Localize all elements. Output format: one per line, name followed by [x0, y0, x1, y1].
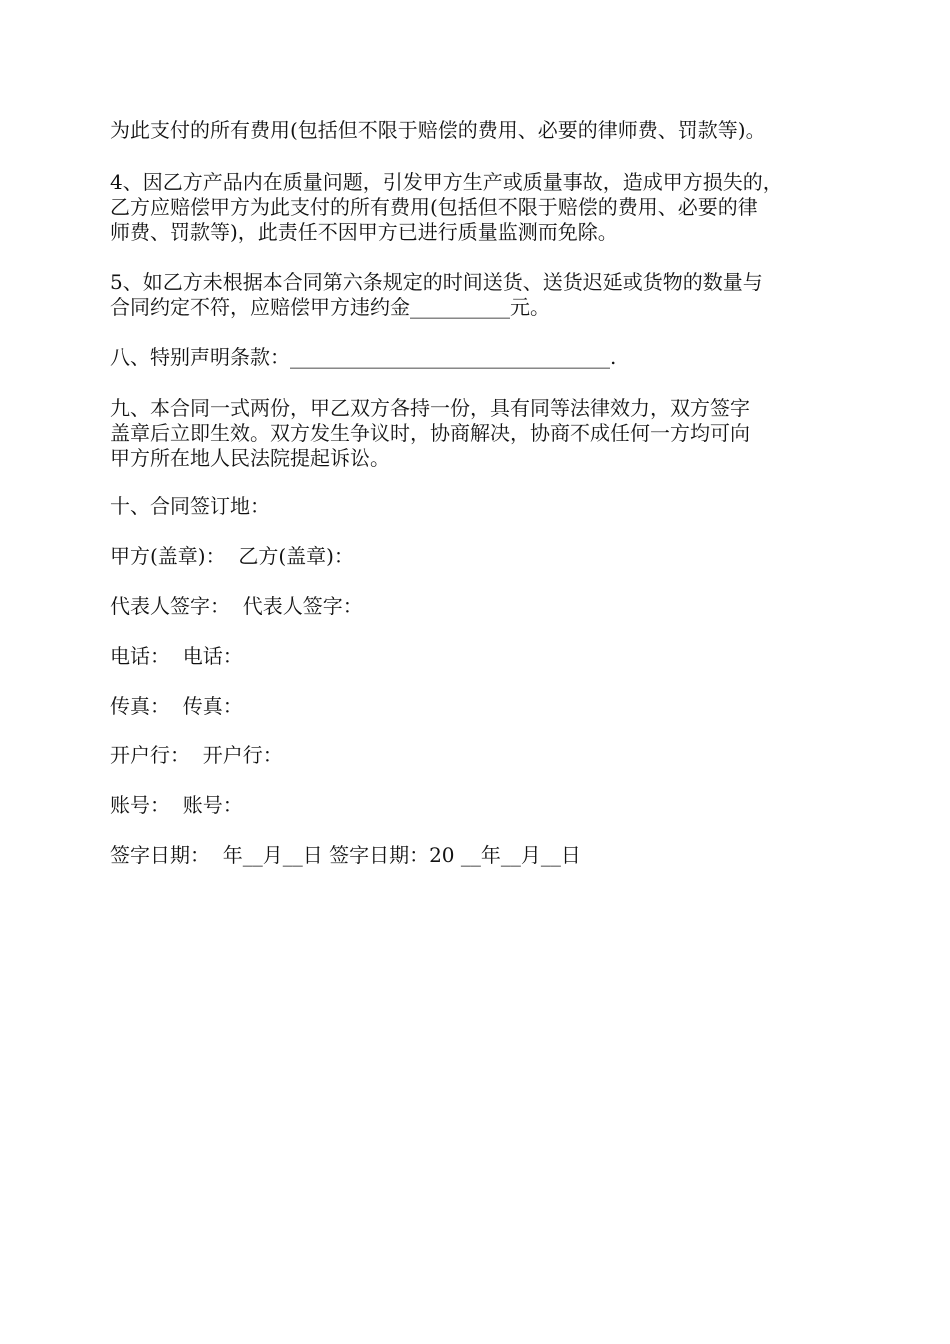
text-line: 5、如乙方未根据本合同第六条规定的时间送货、送货迟延或货物的数量与 [110, 270, 763, 294]
fax-line [110, 694, 850, 719]
bank-line [110, 743, 850, 768]
text-line: 为此支付的所有费用(包括但不限于赔偿的费用、必要的律师费、罚款等)。 [110, 118, 766, 142]
clause-5 [110, 270, 850, 320]
text-line: 账号： 账号： [110, 793, 243, 817]
clause-3-continuation [110, 118, 850, 143]
text-line: 传真： 传真： [110, 694, 243, 718]
text-line: 八、特别声明条款：________________________________. [110, 345, 617, 369]
clause-9 [110, 396, 850, 471]
account-line [110, 793, 850, 818]
text-line: 十、合同签订地： [110, 494, 270, 518]
seal-line [110, 544, 850, 569]
clause-8-special-statement [110, 345, 850, 370]
text-line: 师费、罚款等)，此责任不因甲方已进行质量监测而免除。 [110, 220, 618, 244]
text-line: 开户行： 开户行： [110, 743, 283, 767]
text-line: 甲方(盖章)： 乙方(盖章)： [110, 544, 354, 568]
text-line: 九、本合同一式两份，甲乙双方各持一份，具有同等法律效力，双方签字 [110, 396, 750, 420]
text-line: 甲方所在地人民法院提起诉讼。 [110, 446, 390, 470]
clause-4 [110, 170, 850, 245]
text-line: 盖章后立即生效。双方发生争议时，协商解决，协商不成任何一方均可向 [110, 421, 750, 445]
text-line: 签字日期： 年__月__日 签字日期：20 __年__月__日 [110, 843, 581, 867]
signing-date-line [110, 843, 850, 868]
phone-line [110, 644, 850, 669]
text-line: 乙方应赔偿甲方为此支付的所有费用(包括但不限于赔偿的费用、必要的律 [110, 195, 758, 219]
text-line: 电话： 电话： [110, 644, 243, 668]
text-line: 代表人签字： 代表人签字： [110, 594, 363, 618]
clause-10-signing-place [110, 494, 850, 519]
text-line: 合同约定不符，应赔偿甲方违约金__________元。 [110, 295, 550, 319]
representative-signature-line [110, 594, 850, 619]
text-line: 4、因乙方产品内在质量问题，引发甲方生产或质量事故，造成甲方损失的， [110, 170, 783, 194]
